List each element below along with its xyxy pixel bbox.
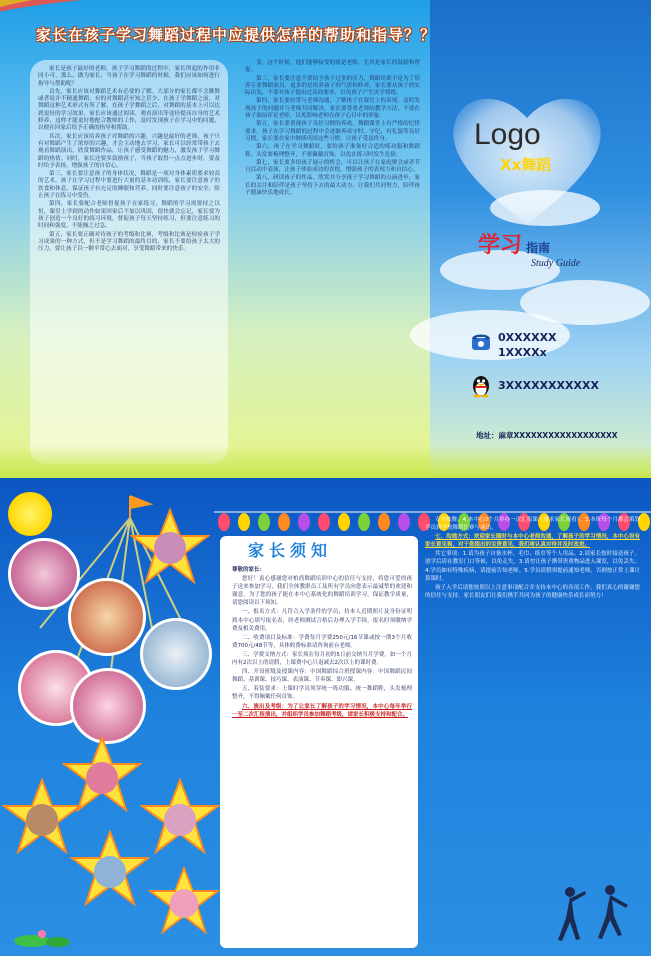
photo-star-frame xyxy=(130,508,210,584)
paragraph: 第三，家长要注意不要给予孩子过多的压力，舞蹈培训不是为了培养专业舞蹈演员，更多的是培养孩子的气质和修养，家长要从孩子的实际出发，不要对孩子提出过高的要求，以免孩子产生厌学情绪。 xyxy=(245,75,420,97)
lily-pad-decoration xyxy=(12,926,72,948)
phone-number-1: 0XXXXXX xyxy=(498,331,557,344)
paragraph: 您好！衷心感谢您对柏尚舞蹈培训中心的信任与支持，将您可爱的孩子送来参加学习，我们全体教职员工及所有学员向您表示最诚挚的欢迎和谢意。为了您的孩子能在本中心系统化的舞蹈培训学习，保证教学质量，请您阅读以下须知。 xyxy=(232,576,412,607)
paragraph: 专场独舞。4.本中心3个月举办一次汇报课（要求家长观看）。5.本班每个月都会策划学员到学校舞蹈比赛与演出。 xyxy=(425,517,640,532)
paragraph: 第三，家长要注意孩子的身体状况，舞蹈是一项对身体素质要求较高的艺术，孩子在学习过程中要进行大量的基本功训练，家长要注意孩子的饮食和休息，保证孩子有充足的睡眠和营养，同时要注意孩子的安全，防止孩子在练习中受伤。 xyxy=(38,171,220,200)
logo: Logo xyxy=(474,118,541,151)
notice-title-text: 家长须知 xyxy=(248,541,333,560)
paragraph: 四、开设班级及授课内容：中国舞蹈综合班授课内容：中国舞蹈民间舞蹈、基训课、技巧课、表演课、节奏课、即兴课。 xyxy=(232,669,412,684)
paragraph: 孩子入学后请您按照以上注意事项配合并支持本中心的各项工作，我们真心的谢谢您的信任与支持，家长朋友们让我们携手共同为孩子的健康快乐成长而努力！ xyxy=(425,584,640,599)
paragraph: 其次，家长应该培养孩子对舞蹈的兴趣，兴趣是最好的老师，孩子只有对舞蹈产生了浓厚的兴趣，才会主动地去学习，家长可以经常带孩子去观看舞蹈演出，欣赏舞蹈作品，让孩子感受舞蹈的魅力，激发孩子学习舞蹈的热情。同时，家长还要多鼓励孩子，当孩子取得一点点进步时，要及时给予表扬，增强孩子的自信心。 xyxy=(38,133,220,169)
dancer-silhouette-icon xyxy=(540,878,640,948)
sun-icon xyxy=(8,492,52,536)
paragraph: 第四，家长要经常与老师沟通，了解孩子在课堂上的表现，及时发现孩子的问题并与老师共同解决，家长要尊重老师的教学方法，不要在孩子面前评论老师，以免影响老师在孩子心目中的形象。 xyxy=(245,98,420,120)
address xyxy=(476,430,618,441)
paragraph: 第七，家长要多给孩子展示的机会，可以让孩子在家庭聚会或者节日活动中表演，让孩子体验成功的喜悦，增强孩子的表现力和自信心。 xyxy=(245,159,420,174)
study-title: 学习 xyxy=(478,233,523,258)
paragraph: 第四，家长要配合老师督促孩子在家练习，舞蹈的学习需要持之以恒，课堂上学到的动作如果回家后不加以巩固，很快就会忘记，家长要为孩子创造一个良好的练习环境，督促孩子每天坚持练习，但要注意练习的时间和强度，不能操之过急。 xyxy=(38,201,220,230)
study-guide-english: Study Guide xyxy=(531,258,581,269)
qq-penguin-icon xyxy=(470,372,492,398)
photo-star-frame xyxy=(140,778,220,854)
paragraph: 三、学费交纳方式：家长须在每月初的5日前交纳当月学费，如一个月内有2次以上的请假，上课费中心只退减去2次以上的课时费。 xyxy=(232,651,412,667)
paragraph: 五、着装要求：上课时学员须穿统一练功服、统一舞蹈鞋，头发梳理整齐，不得佩戴任何首饰。 xyxy=(232,686,412,701)
paragraph: 第八，研读孩子的作品，欣赏并分享孩子学习舞蹈的点滴进步，家长的关注和陪伴是孩子坚持下去的最大动力，让我们共同努力，陪伴孩子健康快乐地成长。 xyxy=(245,175,420,197)
paragraph: 一、报名方式：凡符合入学条件的学员，持本人近期照片及身份证明到本中心填写报名表，经老师测试合格后办理入学手续，报名时须缴纳学费及相关费用。 xyxy=(232,609,412,632)
address-label: 地址： xyxy=(476,431,499,440)
dance-photo xyxy=(8,538,80,610)
paragraph-highlight: 七、沟通方式：欢迎家长随时与本中心老师沟通，了解孩子的学习情况，本中心设有家长意见箱，对于您提出的宝贵意见，我们将认真对待并及时改进。 xyxy=(425,534,640,549)
grass-decoration xyxy=(0,445,651,478)
dance-photo xyxy=(70,668,146,744)
study-subtitle: 指南 xyxy=(526,241,551,255)
phone-icon xyxy=(470,330,492,352)
phone-number-2: 1XXXXx xyxy=(498,346,547,359)
photo-star-frame xyxy=(148,866,220,934)
notice-body xyxy=(232,566,412,720)
article-left-column xyxy=(30,60,228,464)
paragraph: 其它事项：1.请为孩子自备水杯、毛巾、纸巾等个人用品。2.请家长按时接送孩子，放学后请在教室门口等候，以免走失。3.请勿让孩子携带贵重物品进入课室，以免丢失。4.学员如有特殊疾病，请提前告知老师。5.学员请假须提前通知老师，否则按正常上课计算课时。 xyxy=(425,551,640,582)
paragraph: 二、收费项目及标准：学费每月学费250元/16节课或按一期3个月收费700元/48节等，具体收费标准请咨询前台老师。 xyxy=(232,634,412,649)
paragraph: 第六，孩子在学习舞蹈时，要给孩子准备好合适的练功服和舞蹈鞋，头发要梳理整齐，不要佩戴首饰，以免在练习时发生危险。 xyxy=(245,144,420,158)
dance-photo xyxy=(68,578,146,656)
brand-name: Xx舞蹈 xyxy=(500,156,552,174)
paragraph: 变，这个时候，他们能够接受的就是老师，尤其是家长的鼓励和督促。 xyxy=(245,60,420,74)
paragraph: 首先，家长应该对舞蹈艺术有必要的了解。大部分的家长都不会跳舞或者说并不精通舞蹈，有的对舞蹈甚至知之甚少，在孩子学舞蹈之前，对舞蹈这种艺术形式有所了解，在孩子学舞蹈之后，对舞蹈的基本上可以达到更好的学习效果，家长应该通过阅读、观看演出等途径提高自身的艺术修养，这样才能更好地配合教师的工作，及时发现孩子在学习中的问题，以便在回家后给予正确的指导和帮助。 xyxy=(38,88,220,132)
greeting: 尊敬的家长： xyxy=(232,567,266,573)
page-title: 家长在孩子学习舞蹈过程中应提供怎样的帮助和指导？？ xyxy=(36,26,437,44)
study-guide-title xyxy=(478,228,550,259)
notice-title xyxy=(248,538,332,561)
article-right-column xyxy=(245,60,420,478)
paragraph: 第五，家长要正确对待孩子的考级和比赛，考级和比赛是检验孩子学习成果的一种方式，但不是学习舞蹈的最终目的，家长不要给孩子太大的压力，要让孩子以一颗平常心去面对，享受舞蹈带来的快乐。 xyxy=(38,231,220,253)
paragraph: 家长是孩子最好的老师，孩子学习舞蹈的过程中，家长所起的作用非同小可，那么，做为家长，当孩子在学习舞蹈的时候，我们应该如何进行指导与帮助呢？ xyxy=(38,66,220,87)
bottom-brochure-panel xyxy=(0,478,651,956)
photo-star-frame xyxy=(70,830,150,906)
paragraph: 第五，家长要重视孩子良好习惯的养成，舞蹈课堂上有严格的纪律要求，孩子在学习舞蹈的过程中会逐渐养成守时、守纪、有礼貌等良好习惯，家长要在家中继续巩固这些习惯，让孩子受益终身。 xyxy=(245,121,420,142)
notice-right-column xyxy=(425,516,640,601)
address-value: 麻章XXXXXXXXXXXXXXXXXX xyxy=(498,431,618,440)
qq-number: 3XXXXXXXXXXX xyxy=(498,379,599,392)
paragraph-highlight: 六、演出及考级：为了让家长了解孩子的学习情况，本中心每年举行一至二次汇报演出，并组织学员参加舞蹈考级，请家长积极支持和配合。 xyxy=(232,703,412,718)
dance-photo xyxy=(140,618,212,690)
